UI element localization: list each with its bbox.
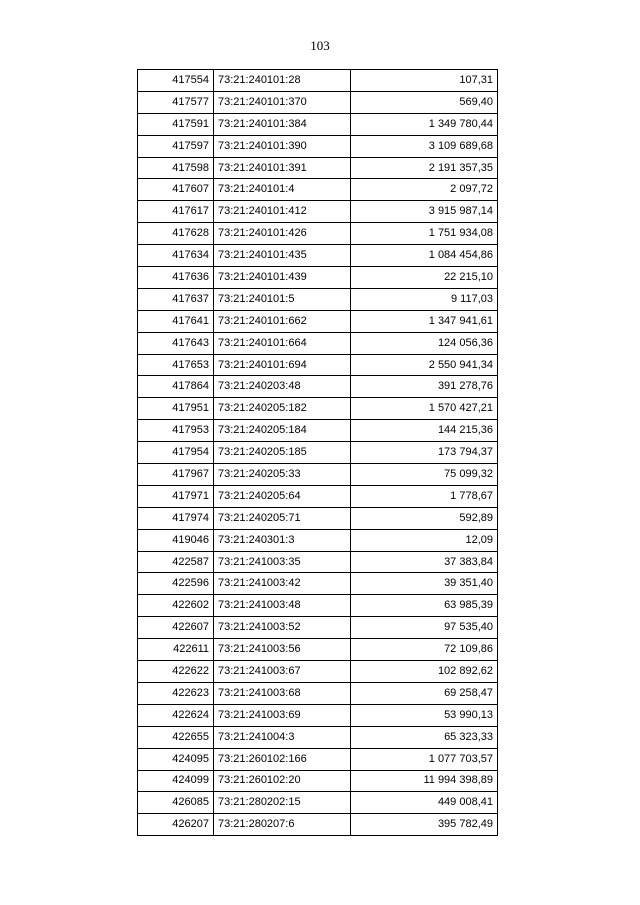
cadastral-number-cell: 73:21:241003:52 <box>214 617 351 639</box>
row-number-cell: 422596 <box>138 573 214 595</box>
table-row <box>138 617 498 639</box>
row-number-cell: 417577 <box>138 91 214 113</box>
row-number-cell: 422607 <box>138 617 214 639</box>
value-cell: 2 550 941,34 <box>351 354 498 376</box>
value-cell: 39 351,40 <box>351 573 498 595</box>
cadastral-number-cell: 73:21:241003:35 <box>214 551 351 573</box>
table-row <box>138 354 498 376</box>
value-cell: 2 191 357,35 <box>351 157 498 179</box>
row-number-cell: 417617 <box>138 201 214 223</box>
value-cell: 2 097,72 <box>351 179 498 201</box>
value-cell: 391 278,76 <box>351 376 498 398</box>
row-number-cell: 417953 <box>138 420 214 442</box>
cadastral-number-cell: 73:21:240205:71 <box>214 507 351 529</box>
value-cell: 1 349 780,44 <box>351 113 498 135</box>
value-cell: 12,09 <box>351 529 498 551</box>
table-row <box>138 704 498 726</box>
value-cell: 9 117,03 <box>351 288 498 310</box>
row-number-cell: 424099 <box>138 770 214 792</box>
table-row <box>138 682 498 704</box>
table-row <box>138 135 498 157</box>
cadastral-number-cell: 73:21:240203:48 <box>214 376 351 398</box>
cadastral-number-cell: 73:21:241003:48 <box>214 595 351 617</box>
table-row <box>138 113 498 135</box>
cadastral-number-cell: 73:21:240101:5 <box>214 288 351 310</box>
value-cell: 107,31 <box>351 70 498 92</box>
row-number-cell: 417634 <box>138 245 214 267</box>
row-number-cell: 422623 <box>138 682 214 704</box>
row-number-cell: 422587 <box>138 551 214 573</box>
value-cell: 173 794,37 <box>351 442 498 464</box>
table-row <box>138 310 498 332</box>
row-number-cell: 417653 <box>138 354 214 376</box>
value-cell: 22 215,10 <box>351 267 498 289</box>
value-cell: 592,89 <box>351 507 498 529</box>
cadastral-number-cell: 73:21:241003:69 <box>214 704 351 726</box>
table-row <box>138 661 498 683</box>
cadastral-number-cell: 73:21:240101:439 <box>214 267 351 289</box>
value-cell: 449 008,41 <box>351 792 498 814</box>
table-row <box>138 376 498 398</box>
table-row <box>138 726 498 748</box>
row-number-cell: 422624 <box>138 704 214 726</box>
cadastral-number-cell: 73:21:240205:64 <box>214 485 351 507</box>
value-cell: 1 347 941,61 <box>351 310 498 332</box>
row-number-cell: 426085 <box>138 792 214 814</box>
value-cell: 65 323,33 <box>351 726 498 748</box>
value-cell: 102 892,62 <box>351 661 498 683</box>
cadastral-number-cell: 73:21:240101:4 <box>214 179 351 201</box>
row-number-cell: 422602 <box>138 595 214 617</box>
cadastral-number-cell: 73:21:240205:184 <box>214 420 351 442</box>
cadastral-number-cell: 73:21:240101:662 <box>214 310 351 332</box>
cadastral-number-cell: 73:21:240101:384 <box>214 113 351 135</box>
value-cell: 11 994 398,89 <box>351 770 498 792</box>
table-row <box>138 792 498 814</box>
table-row <box>138 267 498 289</box>
value-cell: 53 990,13 <box>351 704 498 726</box>
row-number-cell: 417641 <box>138 310 214 332</box>
table-row <box>138 507 498 529</box>
value-cell: 144 215,36 <box>351 420 498 442</box>
value-cell: 1 778,67 <box>351 485 498 507</box>
page-number: 103 <box>310 38 330 53</box>
row-number-cell: 417954 <box>138 442 214 464</box>
table-row <box>138 201 498 223</box>
cadastral-value-table <box>137 69 498 836</box>
row-number-cell: 424095 <box>138 748 214 770</box>
table-row <box>138 70 498 92</box>
value-cell: 69 258,47 <box>351 682 498 704</box>
cadastral-number-cell: 73:21:240101:694 <box>214 354 351 376</box>
row-number-cell: 422655 <box>138 726 214 748</box>
row-number-cell: 417643 <box>138 332 214 354</box>
cadastral-number-cell: 73:21:241003:42 <box>214 573 351 595</box>
cadastral-number-cell: 73:21:241003:68 <box>214 682 351 704</box>
table-row <box>138 157 498 179</box>
table-row <box>138 595 498 617</box>
row-number-cell: 417974 <box>138 507 214 529</box>
row-number-cell: 417951 <box>138 398 214 420</box>
cadastral-number-cell: 73:21:240205:33 <box>214 464 351 486</box>
value-cell: 124 056,36 <box>351 332 498 354</box>
cadastral-number-cell: 73:21:240101:664 <box>214 332 351 354</box>
cadastral-number-cell: 73:21:240101:435 <box>214 245 351 267</box>
cadastral-number-cell: 73:21:260102:20 <box>214 770 351 792</box>
table-row <box>138 332 498 354</box>
cadastral-number-cell: 73:21:241003:67 <box>214 661 351 683</box>
row-number-cell: 417598 <box>138 157 214 179</box>
table-row <box>138 91 498 113</box>
table-row <box>138 398 498 420</box>
table-row <box>138 529 498 551</box>
row-number-cell: 426207 <box>138 814 214 836</box>
value-cell: 75 099,32 <box>351 464 498 486</box>
row-number-cell: 417971 <box>138 485 214 507</box>
table-row <box>138 485 498 507</box>
cadastral-number-cell: 73:21:241003:56 <box>214 639 351 661</box>
table-body <box>138 70 498 836</box>
row-number-cell: 417636 <box>138 267 214 289</box>
value-cell: 1 751 934,08 <box>351 223 498 245</box>
row-number-cell: 417554 <box>138 70 214 92</box>
value-cell: 72 109,86 <box>351 639 498 661</box>
value-cell: 97 535,40 <box>351 617 498 639</box>
table-row <box>138 748 498 770</box>
table-row <box>138 245 498 267</box>
value-cell: 395 782,49 <box>351 814 498 836</box>
table-row <box>138 442 498 464</box>
value-cell: 37 383,84 <box>351 551 498 573</box>
value-cell: 569,40 <box>351 91 498 113</box>
table-row <box>138 573 498 595</box>
value-cell: 1 084 454,86 <box>351 245 498 267</box>
cadastral-number-cell: 73:21:240301:3 <box>214 529 351 551</box>
value-cell: 3 109 689,68 <box>351 135 498 157</box>
table-row <box>138 551 498 573</box>
table-row <box>138 639 498 661</box>
table-row <box>138 464 498 486</box>
table-row <box>138 770 498 792</box>
table-row <box>138 288 498 310</box>
table-row <box>138 179 498 201</box>
row-number-cell: 417607 <box>138 179 214 201</box>
row-number-cell: 417597 <box>138 135 214 157</box>
value-cell: 3 915 987,14 <box>351 201 498 223</box>
cadastral-number-cell: 73:21:240101:28 <box>214 70 351 92</box>
cadastral-number-cell: 73:21:280207:6 <box>214 814 351 836</box>
cadastral-number-cell: 73:21:260102:166 <box>214 748 351 770</box>
row-number-cell: 417628 <box>138 223 214 245</box>
row-number-cell: 419046 <box>138 529 214 551</box>
cadastral-number-cell: 73:21:240101:391 <box>214 157 351 179</box>
cadastral-number-cell: 73:21:240101:426 <box>214 223 351 245</box>
cadastral-number-cell: 73:21:280202:15 <box>214 792 351 814</box>
table-row <box>138 223 498 245</box>
row-number-cell: 417591 <box>138 113 214 135</box>
value-cell: 63 985,39 <box>351 595 498 617</box>
row-number-cell: 422611 <box>138 639 214 661</box>
cadastral-number-cell: 73:21:240205:182 <box>214 398 351 420</box>
cadastral-number-cell: 73:21:240205:185 <box>214 442 351 464</box>
cadastral-number-cell: 73:21:241004:3 <box>214 726 351 748</box>
row-number-cell: 417637 <box>138 288 214 310</box>
value-cell: 1 570 427,21 <box>351 398 498 420</box>
cadastral-number-cell: 73:21:240101:390 <box>214 135 351 157</box>
row-number-cell: 417864 <box>138 376 214 398</box>
table-row <box>138 814 498 836</box>
value-cell: 1 077 703,57 <box>351 748 498 770</box>
row-number-cell: 422622 <box>138 661 214 683</box>
cadastral-number-cell: 73:21:240101:412 <box>214 201 351 223</box>
table-row <box>138 420 498 442</box>
cadastral-number-cell: 73:21:240101:370 <box>214 91 351 113</box>
row-number-cell: 417967 <box>138 464 214 486</box>
